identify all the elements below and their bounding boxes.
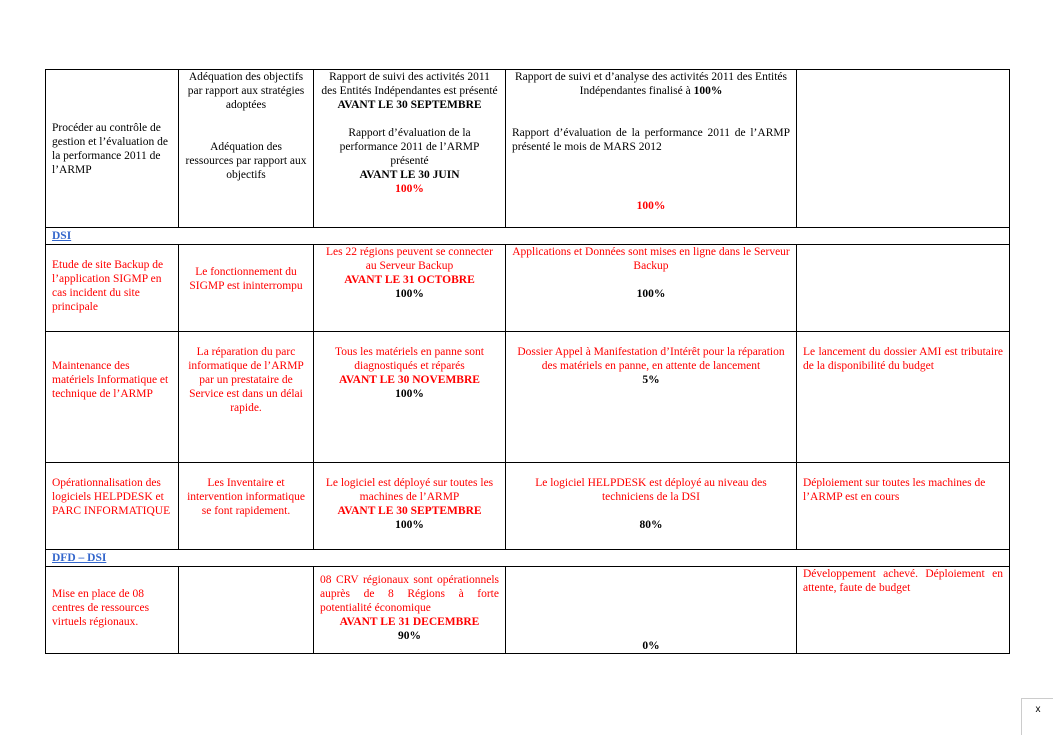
indicator-text: Le fonctionnement du SIGMP est ininterrompu	[189, 266, 303, 292]
target-deadline: AVANT LE 31 OCTOBRE	[344, 274, 475, 286]
comment-text: Développement achevé. Déploiement en attente, faute de budget	[803, 568, 1003, 594]
activity-cell	[46, 70, 179, 228]
performance-table	[45, 69, 1010, 654]
result-percent: 0%	[642, 640, 660, 652]
result-text: Applications et Données sont mises en ligne dans le Serveur Backup	[512, 246, 790, 272]
indicator-cell	[179, 245, 314, 332]
section-title-dsi: DSI	[52, 230, 72, 242]
indicator-text: Adéquation des ressources par rapport aux objectifs	[185, 141, 307, 181]
result-percent: 100%	[636, 288, 666, 300]
result-text: Rapport de suivi et d’analyse des activités 2011 des Entités Indépendantes finalisé à	[515, 71, 787, 97]
table-row	[46, 567, 1010, 654]
target-cell	[314, 245, 506, 332]
activity-text: Mise en place de 08 centres de ressources virtuels régionaux.	[52, 588, 150, 628]
target-cell	[314, 70, 506, 228]
activity-cell	[46, 245, 179, 332]
result-percent: 5%	[642, 374, 660, 386]
target-text: Le logiciel est déployé sur toutes les machines de l’ARMP	[325, 477, 494, 503]
activity-text: Opérationnalisation des logiciels HELPDESK et PARC INFORMATIQUE	[52, 477, 171, 517]
result-inline-percent: 100%	[693, 85, 723, 97]
target-cell	[314, 332, 506, 463]
result-percent: 80%	[639, 519, 663, 531]
comment-text: Déploiement sur toutes les machines de l’ARMP est en cours	[803, 477, 986, 503]
target-text: Les 22 régions peuvent se connecter au Serveur Backup	[325, 246, 493, 272]
target-percent: 100%	[395, 183, 424, 195]
activity-cell	[46, 463, 179, 550]
section-title-dfd-dsi: DFD – DSI	[52, 552, 107, 564]
target-percent: 100%	[395, 388, 424, 400]
table-row	[46, 332, 1010, 463]
target-text: Rapport d’évaluation de la performance 2011 de l’ARMP présenté	[339, 127, 480, 167]
section-row	[46, 550, 1010, 567]
target-percent: 100%	[395, 519, 424, 531]
target-deadline: AVANT LE 30 NOVEMBRE	[339, 374, 480, 386]
indicator-text: La réparation du parc informatique de l’ARMP par un prestataire de Service est dans un délai rapide.	[188, 346, 304, 414]
result-cell	[506, 463, 797, 550]
comment-cell	[797, 70, 1010, 228]
table-row	[46, 70, 1010, 228]
target-text: Rapport de suivi des activités 2011 des Entités Indépendantes est présenté	[321, 71, 498, 97]
indicator-cell	[179, 70, 314, 228]
result-cell	[506, 567, 797, 654]
indicator-text: Adéquation des objectifs par rapport aux stratégies adoptées	[187, 71, 305, 111]
result-cell	[506, 332, 797, 463]
comment-cell	[797, 245, 1010, 332]
activity-cell	[46, 332, 179, 463]
indicator-cell	[179, 567, 314, 654]
activity-cell	[46, 567, 179, 654]
target-deadline: AVANT LE 30 SEPTEMBRE	[337, 505, 482, 517]
target-text: 08 CRV régionaux sont opérationnels auprès de 8 Régions à forte potentialité économique	[320, 574, 499, 614]
result-text: Dossier Appel à Manifestation d’Intérêt pour la réparation des matériels en panne, en attente de lancement	[517, 346, 785, 372]
activity-text: Maintenance des matériels Informatique et technique de l’ARMP	[52, 360, 169, 400]
target-deadline: AVANT LE 30 SEPTEMBRE	[337, 99, 482, 111]
section-row	[46, 228, 1010, 245]
result-text: Rapport d’évaluation de la performance 2011 de l’ARMP présenté le mois de MARS 2012	[512, 127, 790, 153]
comment-cell	[797, 463, 1010, 550]
table-row	[46, 463, 1010, 550]
target-percent: 90%	[398, 630, 421, 642]
indicator-cell	[179, 332, 314, 463]
result-percent: 100%	[636, 200, 666, 212]
comment-text: Le lancement du dossier AMI est tributaire de la disponibilité du budget	[803, 346, 1003, 372]
activity-text: Etude de site Backup de l’application SIGMP en cas incident du site principale	[52, 259, 164, 313]
table-row	[46, 245, 1010, 332]
activity-text: Procéder au contrôle de gestion et l’évaluation de la performance 2011 de l’ARMP	[52, 121, 168, 176]
result-cell	[506, 70, 797, 228]
target-text: Tous les matériels en panne sont diagnostiqués et réparés	[335, 346, 484, 372]
indicator-cell	[179, 463, 314, 550]
indicator-text: Les Inventaire et intervention informatique se font rapidement.	[187, 477, 305, 517]
result-cell	[506, 245, 797, 332]
result-text: Le logiciel HELPDESK est déployé au niveau des techniciens de la DSI	[535, 477, 767, 503]
target-cell	[314, 463, 506, 550]
comment-cell	[797, 567, 1010, 654]
comment-cell	[797, 332, 1010, 463]
target-percent: 100%	[395, 288, 424, 300]
target-cell	[314, 567, 506, 654]
target-deadline: AVANT LE 30 JUIN	[359, 169, 460, 181]
target-deadline: AVANT LE 31 DECEMBRE	[339, 616, 480, 628]
page-corner-button[interactable]: x	[1021, 698, 1053, 735]
